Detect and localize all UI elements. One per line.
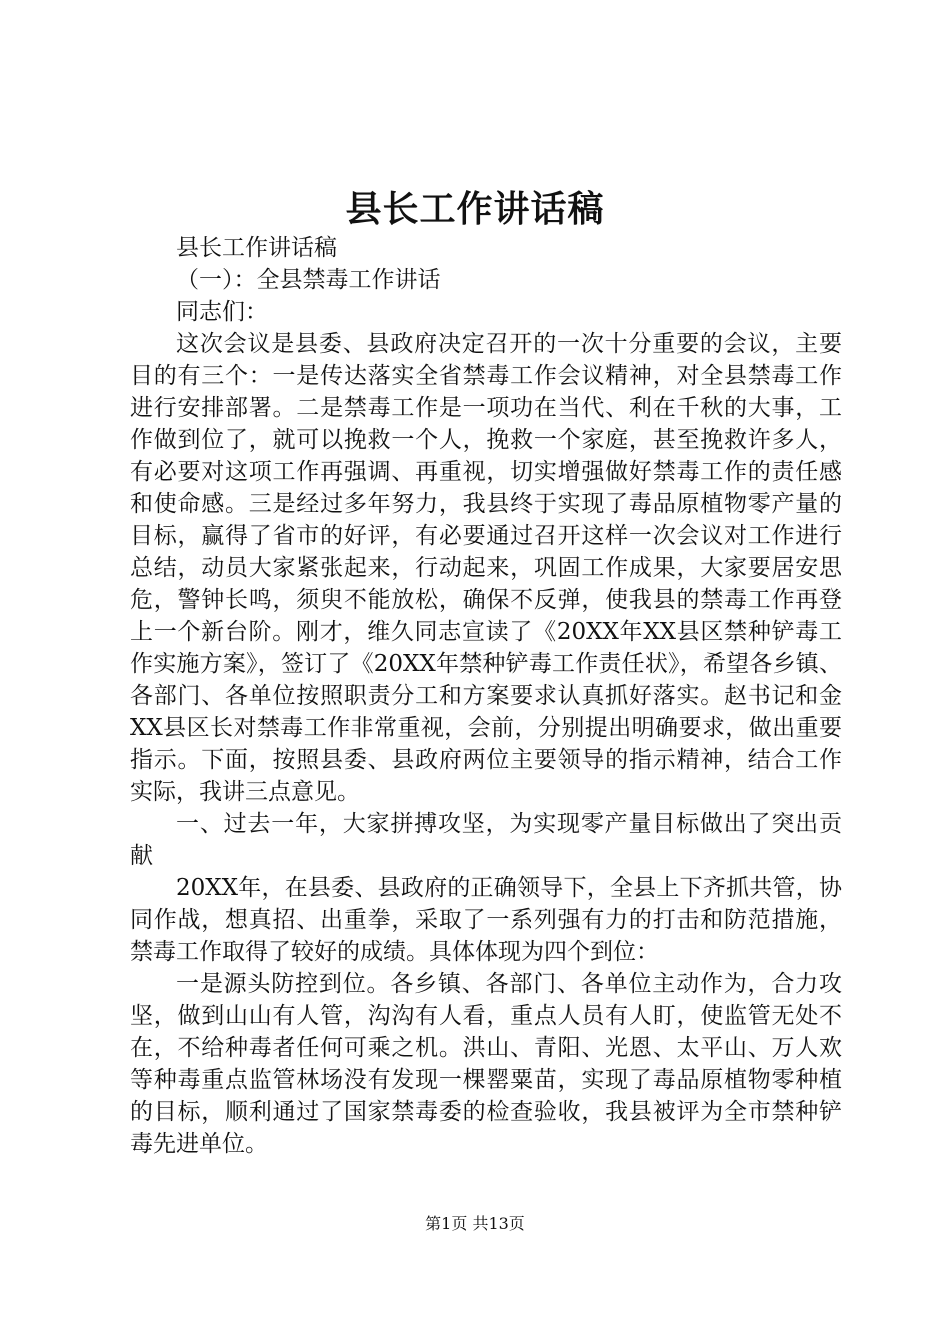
page-footer: 第1页 共13页 — [425, 1214, 525, 1233]
subtitle-paragraph: 县长工作讲话稿 — [176, 235, 337, 261]
salutation: 同志们： — [176, 299, 268, 325]
body-paragraph: 20XX年，在县委、县政府的正确领导下，全县上下齐抓共管，协同作战，想真招、出重拳，采取了一系列强有力的打击和防范措施，禁毒工作取得了较好的成绩。具体体现为四个到位： — [130, 875, 842, 965]
body-paragraph: 一是源头防控到位。各乡镇、各部门、各单位主动作为，合力攻坚，做到山山有人管，沟沟有人看，重点人员有人盯，使监管无处不在，不给种毒者任何可乘之机。洪山、青阳、光恩、太平山、万人欢等种毒重点监管林场没有发现一棵罂粟苗，实现了毒品原植物零种植的目标，顺利通过了国家禁毒委的检查验收，我县被评为全市禁种铲毒先进单位。 — [130, 971, 842, 1157]
document-title: 县长工作讲话稿 — [345, 188, 605, 230]
section-heading: （一）：全县禁毒工作讲话 — [176, 267, 441, 293]
body-paragraph: 这次会议是县委、县政府决定召开的一次十分重要的会议，主要目的有三个：一是传达落实全省禁毒工作会议精神，对全县禁毒工作进行安排部署。二是禁毒工作是一项功在当代、利在千秋的大事，工作做到位了，就可以挽救一个人，挽救一个家庭，甚至挽救许多人，有必要对这项工作再强调、再重视，切实增强做好禁毒工作的责任感和使命感。三是经过多年努力，我县终于实现了毒品原植物零产量的目标，赢得了省市的好评，有必要通过召开这样一次会议对工作进行总结，动员大家紧张起来，行动起来，巩固工作成果，大家要居安思危，警钟长鸣，须臾不能放松，确保不反弹，使我县的禁毒工作再登上一个新台阶。刚才，维久同志宣读了《20XX年XX县区禁种铲毒工作实施方案》，签订了《20XX年禁种铲毒工作责任状》，希望各乡镇、各部门、各单位按照职责分工和方案要求认真抓好落实。赵书记和金XX县区长对禁毒工作非常重视，会前，分别提出明确要求，做出重要指示。下面，按照县委、县政府两位主要领导的指示精神，结合工作实际，我讲三点意见。 — [130, 331, 842, 805]
document-body — [130, 232, 842, 1160]
point-heading: 一、过去一年，大家拼搏攻坚，为实现零产量目标做出了突出贡献 — [130, 811, 842, 869]
